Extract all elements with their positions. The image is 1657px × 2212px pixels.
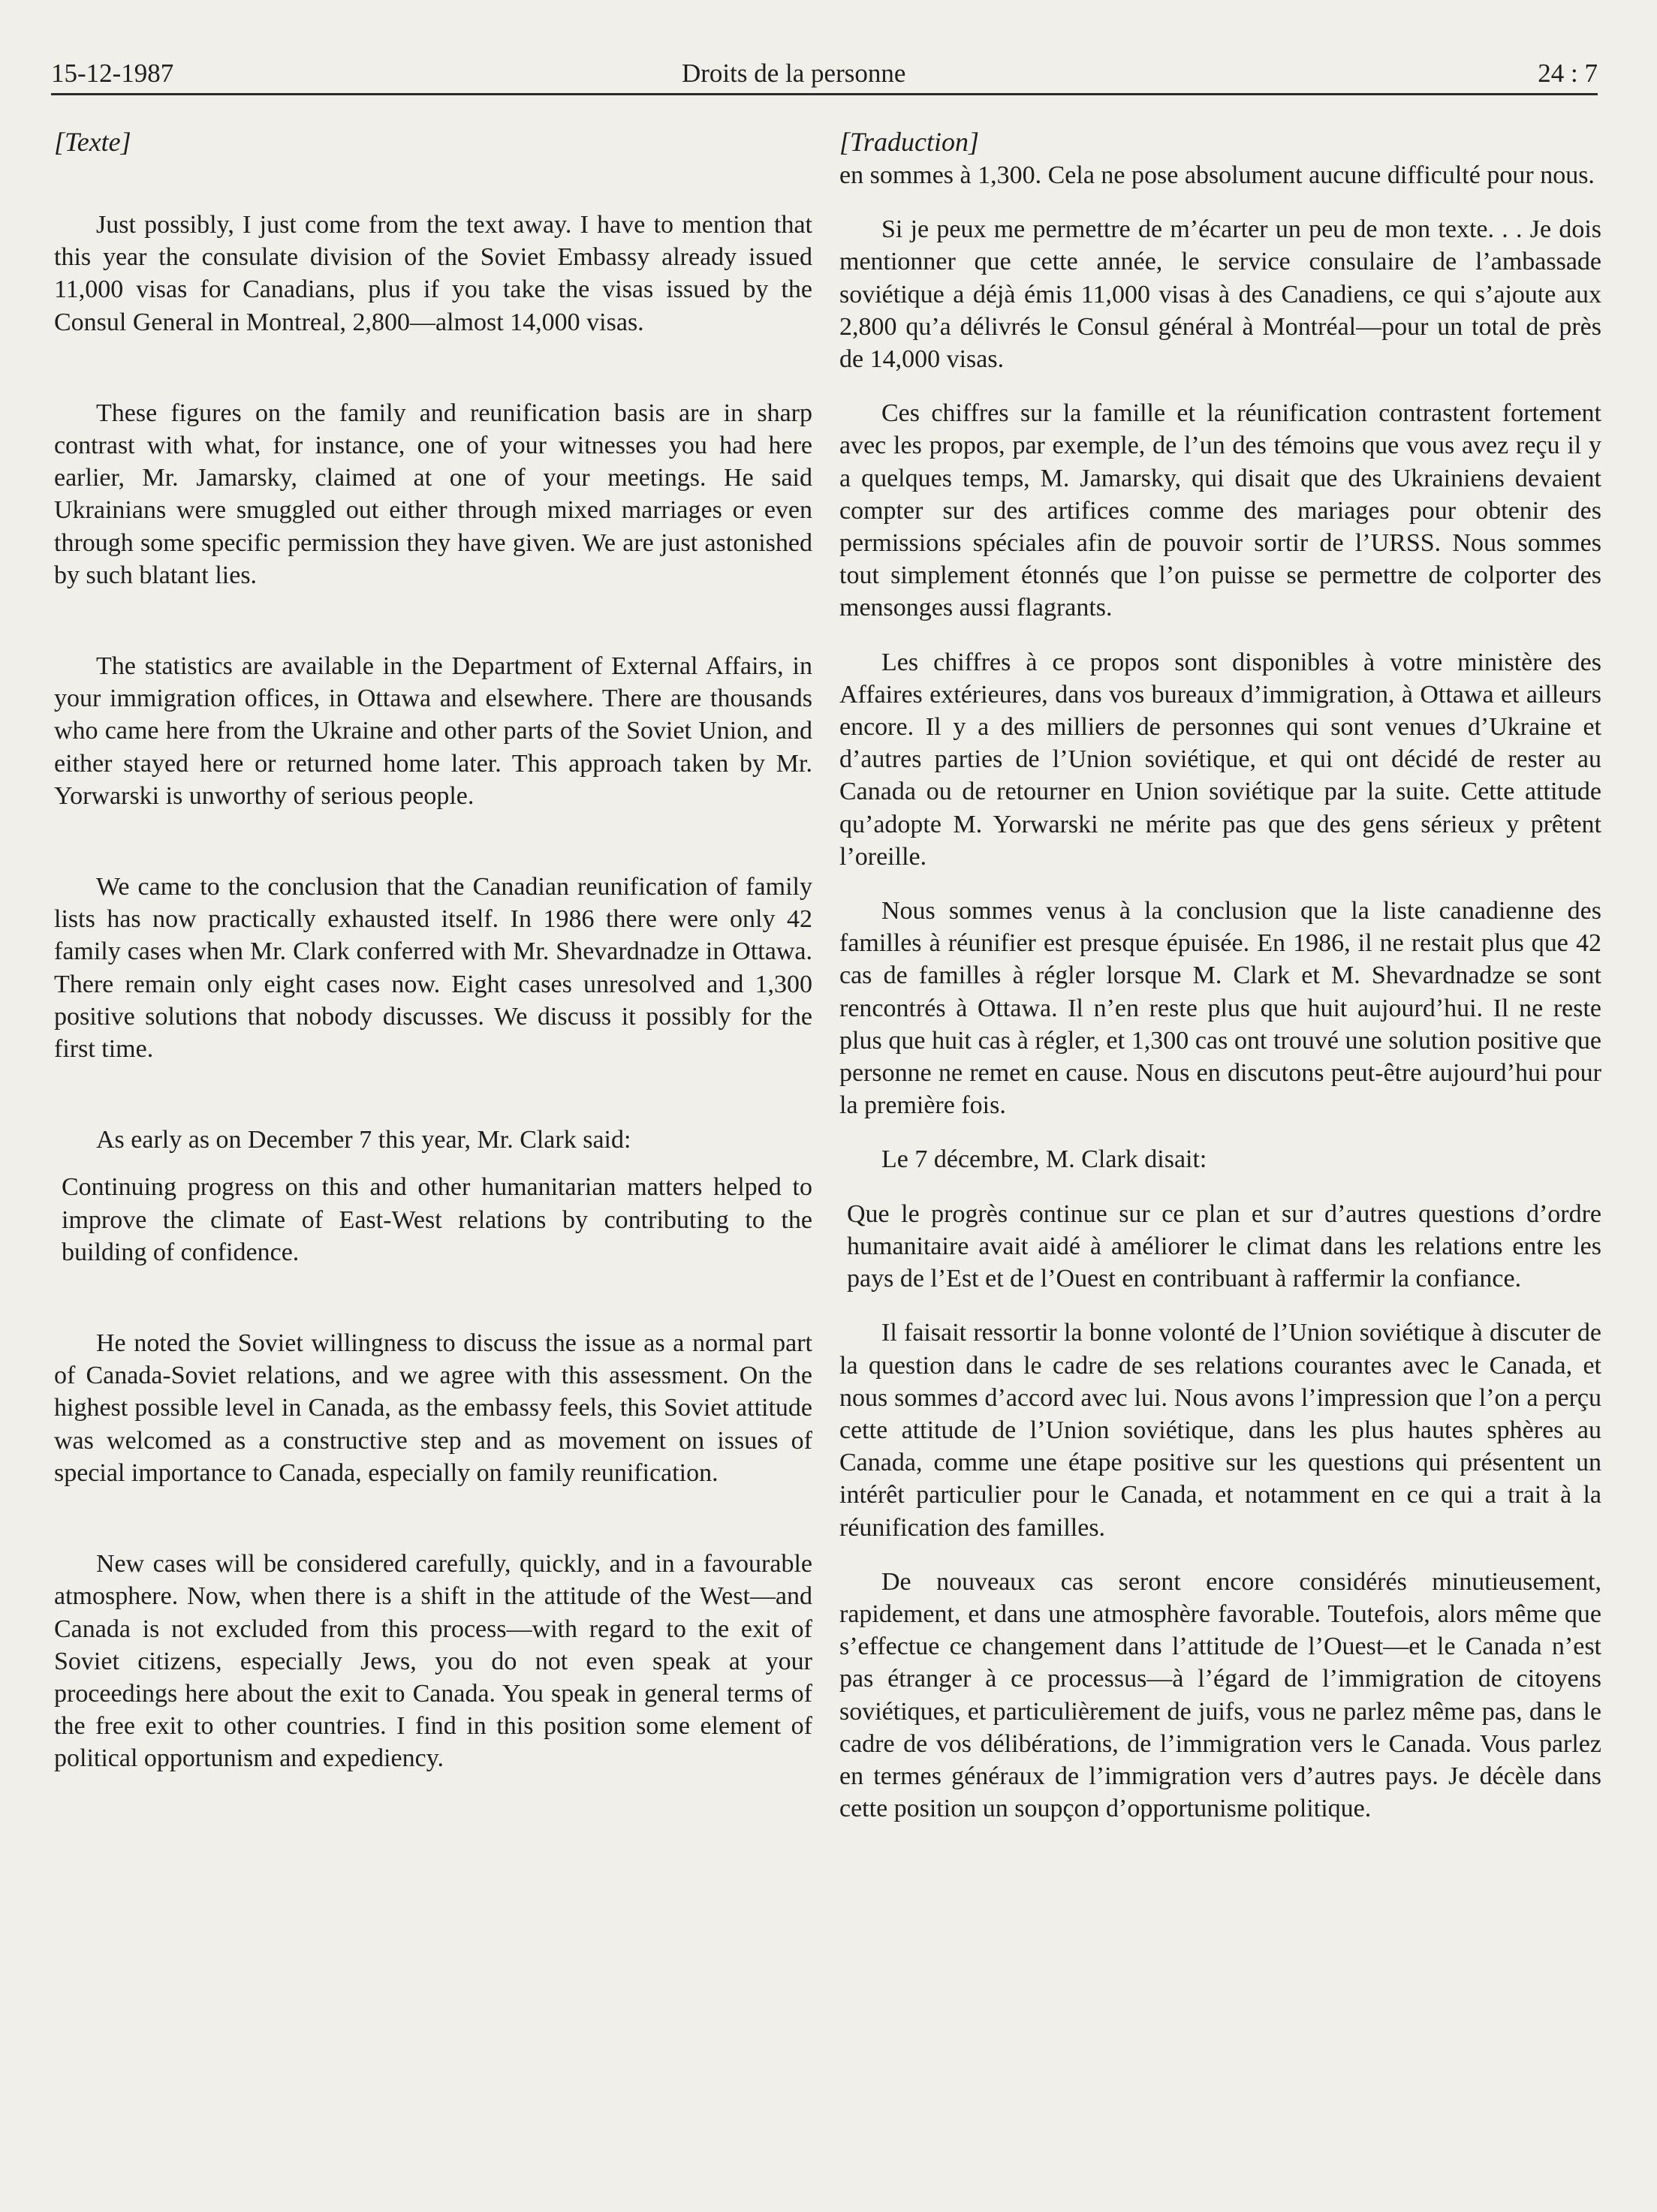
header-page-number: 24 : 7 xyxy=(1538,59,1598,88)
english-paragraph: Just possibly, I just come from the text away. I have to mention that this year the consulate division of the Soviet Embassy already issued 11,000 visas for Canadians, plus if you take the visas issued by the Consul General in Montreal, 2,800—almost 14,000 visas. xyxy=(54,211,812,336)
french-column xyxy=(839,125,1601,1846)
french-paragraph: Les chiffres à ce propos sont disponibles à votre ministère des Affaires extérieures, dans vos bureaux d’immigration, à Ottawa et ailleurs encore. Il y a des milliers de personnes qui sont venues d’Ukraine et d’autres parties de l’Union soviétique, et qui ont décidé de rester au Canada ou de retourner en Union soviétique par la suite. Cette attitude qu’adopte M. Yorwarski ne mérite pas que des gens sérieux y prêtent l’oreille. xyxy=(839,648,1601,871)
french-paragraph: Nous sommes venus à la conclusion que la liste canadienne des familles à réunifier est presque épuisée. En 1986, il ne restait plus que 42 cas de familles à régler lorsque M. Clark et M. Shevardnadze se sont rencontrés à Ottawa. Il n’en reste plus que huit aujourd’hui. Il ne reste plus que huit cas à régler, et 1,300 cas ont trouvé une solution positive que personne ne remet en cause. Nous en discutons peut-être aujourd’hui pour la première fois. xyxy=(839,897,1601,1120)
english-column xyxy=(54,125,812,1834)
english-column-label: [Texte] xyxy=(54,127,131,157)
page-header xyxy=(51,59,1598,96)
french-paragraph: Ces chiffres sur la famille et la réunification contrastent fortement avec les propos, par exemple, de l’un des témoins que vous avez reçu il y a quelques temps, M. Jamarsky, qui disait que des Ukrainiens devaient compter sur des artifices comme des mariages pour obtenir des permissions spéciales afin de pouvoir sortir de l’URSS. Nous sommes tout simplement étonnés que l’on puisse se permettre de colporter des mensonges aussi flagrants. xyxy=(839,399,1601,622)
english-paragraph: He noted the Soviet willingness to discuss the issue as a normal part of Canada-Soviet relations, and we agree with this assessment. On the highest possible level in Canada, as the embassy feels, this Soviet attitude was welcomed as a constructive step and as movement on issues of special importance to Canada, especially on family reunification. xyxy=(54,1329,812,1487)
english-paragraph: These figures on the family and reunification basis are in sharp contrast with what, for instance, one of your witnesses you had here earlier, Mr. Jamarsky, claimed at one of your meetings. He said Ukrainians were smuggled out either through mixed marriages or even through some specific permission they have given. We are just astonished by such blatant lies. xyxy=(54,399,812,589)
header-rule xyxy=(51,93,1598,95)
english-paragraph: As early as on December 7 this year, Mr. Clark said: xyxy=(96,1126,631,1154)
french-paragraph: Il faisait ressortir la bonne volonté de l’Union soviétique à discuter de la question dans le cadre de ses relations courantes avec le Canada, et nous sommes d’accord avec lui. Nous avons l’impression que l’on a perçu cette attitude de l’Union soviétique, dans les plus hautes sphères au Canada, comme une étape positive sur les questions qui présentent un intérêt particulier pour le Canada, et notamment en ce qui a trait à la réunification des familles. xyxy=(839,1319,1601,1542)
french-quotation: Que le progrès continue sur ce plan et sur d’autres questions d’ordre humanitaire avait aidé à améliorer le climat dans les relations entre les pays de l’Est et de l’Ouest en contribuant à raffermir la confiance. xyxy=(847,1199,1601,1293)
french-paragraph: Si je peux me permettre de m’écarter un peu de mon texte. . . Je dois mentionner que cette année, le service consulaire de l’ambassade soviétique a déjà émis 11,000 visas à des Canadiens, ce qui s’ajoute aux 2,800 qu’a délivrés le Consul général à Montréal—pour un total de près de 14,000 visas. xyxy=(839,215,1601,374)
english-paragraph: The statistics are available in the Department of External Affairs, in your immigration offices, in Ottawa and elsewhere. There are thousands who came here from the Ukraine and other parts of the Soviet Union, and either stayed here or returned home later. This approach taken by Mr. Yorwarski is unworthy of serious people. xyxy=(54,652,812,810)
french-paragraph: De nouveaux cas seront encore considérés minutieusement, rapidement, et dans une atmosphère favorable. Toutefois, alors même que s’effectue ce changement dans l’attitude de l’Ouest—et le Canada n’est pas étranger à ce processus—à l’égard de l’immigration de citoyens soviétiques, et particulièrement de juifs, vous ne parlez même pas, dans le cadre de vos délibérations, de l’immigration vers le Canada. Vous parlez en termes généraux de l’immigration vers d’autres pays. Je décèle dans cette position un soupçon d’opportunisme politique. xyxy=(839,1567,1601,1823)
english-paragraph: We came to the conclusion that the Canadian reunification of family lists has now practically exhausted itself. In 1986 there were only 42 family cases when Mr. Clark conferred with Mr. Shevardnadze in Ottawa. There remain only eight cases now. Eight cases unresolved and 1,300 positive solutions that nobody discusses. We discuss it possibly for the first time. xyxy=(54,873,812,1064)
english-paragraph: New cases will be considered carefully, quickly, and in a favourable atmosphere. Now, when there is a shift in the attitude of the West—and Canada is not excluded from this process—with regard to the exit of Soviet citizens, especially Jews, you do not even speak at your proceedings here about the exit to Canada. You speak in general terms of the free exit to other countries. I find in this position some element of political opportunism and expediency. xyxy=(54,1550,812,1773)
english-quotation: Continuing progress on this and other humanitarian matters helped to improve the climate of East-West relations by contributing to the building of confidence. xyxy=(62,1173,812,1266)
french-column-label: [Traduction] xyxy=(839,127,980,157)
french-paragraph: Le 7 décembre, M. Clark disait: xyxy=(881,1145,1207,1174)
header-date: 15-12-1987 xyxy=(51,59,174,88)
header-title: Droits de la personne xyxy=(682,59,906,88)
french-paragraph: en sommes à 1,300. Cela ne pose absolument aucune difficulté pour nous. xyxy=(839,161,1595,189)
